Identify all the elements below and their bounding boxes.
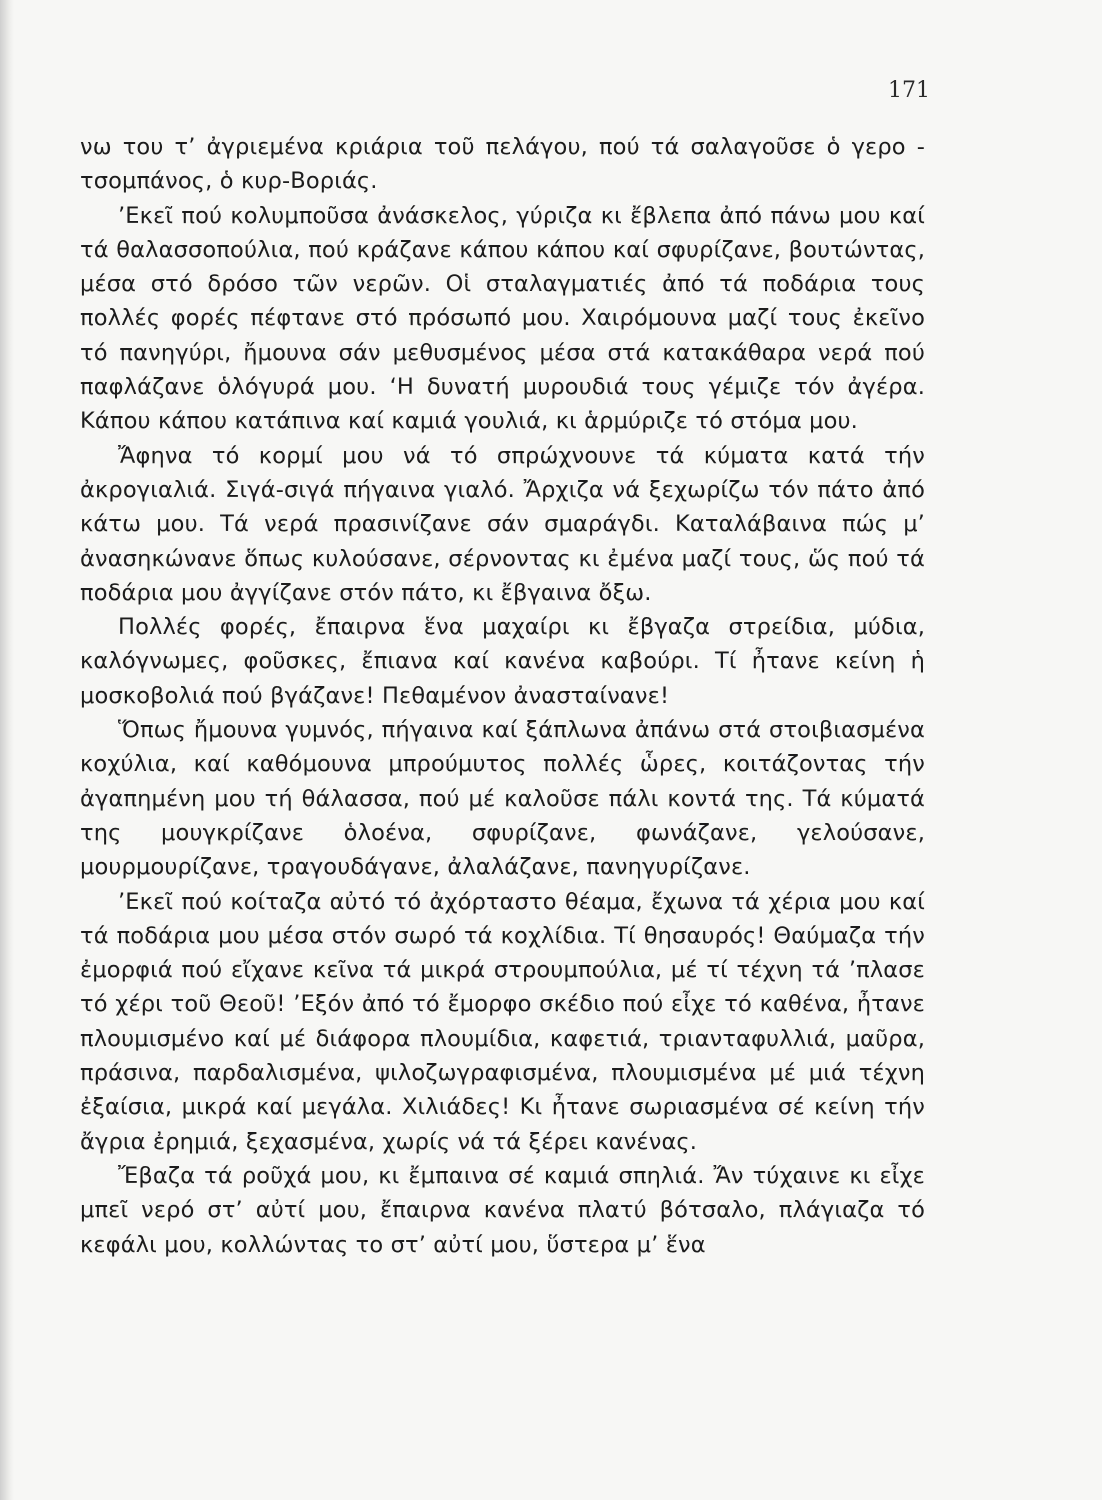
paragraph: Ὅπως ἤμουνα γυμνός, πήγαινα καί ξάπλωνα ἀπάνω στά στοιβιασμένα κοχύλια, καί καθόμουνα μπρούμυτος πολλές ὧρες, κοιτάζοντας τήν ἀγαπημένη μου τή θάλασσα, πού μέ καλοῦσε πάλι κοντά της. Τά κύματά της μουγκρίζανε ὁλοένα, σφυρίζανε, φωνάζανε, γελούσανε, μουρμουρίζανε, τραγουδάγανε, ἀλαλάζανε, πανηγυρίζανε. xyxy=(80,717,925,881)
paragraph: Πολλές φορές, ἔπαιρνα ἕνα μαχαίρι κι ἔβγαζα στρείδια, μύδια, καλόγνωμες, φοῦσκες, ἔπιανα καί κανένα καβούρι. Τί ἦτανε κείνη ἡ μοσκοβολιά πού βγάζανε! Πεθαμένον ἀνασταίνανε! xyxy=(80,614,925,709)
paragraph-continuation: νω του τ’ ἀγριεμένα κριάρια τοῦ πελάγου, πού τά σαλαγοῦσε ὁ γερο - τσομπάνος, ὁ κυρ-Βοριάς. xyxy=(80,134,925,195)
paragraph: Ἔβαζα τά ροῦχά μου, κι ἔμπαινα σέ καμιά σπηλιά. Ἄν τύχαινε κι εἶχε μπεῖ νερό στ’ αὐτί μου, ἔπαιρνα κανένα πλατύ βότσαλο, πλάγιαζα τό κεφάλι μου, κολλώντας το στ’ αὐτί μου, ὕστερα μ’ ἕνα xyxy=(80,1162,925,1258)
paragraph: ’Εκεῖ πού κοίταζα αὐτό τό ἀχόρταστο θέαμα, ἔχωνα τά χέρια μου καί τά ποδάρια μου μέσα στόν σωρό τά κοχλίδια. Τί θησαυρός! Θαύμαζα τήν ἐμορφιά πού εἴχανε κεῖνα τά μικρά στρουμπούλια, μέ τί τέχνη τά ’πλασε τό χέρι τοῦ Θεοῦ! ’Εξόν ἀπό τό ἔμορφο σκέδιο πού εἶχε τό καθένα, ἦτανε πλουμισμένο καί μέ διάφορα πλουμίδια, καφετιά, τριανταφυλλιά, μαῦρα, πράσινα, παρδαλισμένα, ψιλοζωγραφισμένα, πλουμισμένα μέ μιά τέχνη ἐξαίσια, μικρά καί μεγάλα. Χιλιάδες! Κι ἦτανε σωριασμένα σέ κείνη τήν ἄγρια ἐρημιά, ξεχασμένα, χωρίς νά τά ξέρει κανένας. xyxy=(80,888,925,1155)
paragraph: Ἄφηνα τό κορμί μου νά τό σπρώχνουνε τά κύματα κατά τήν ἀκρογιαλιά. Σιγά-σιγά πήγαινα γιαλό. Ἄρχιζα νά ξεχωρίζω τόν πάτο ἀπό κάτω μου. Τά νερά πρασινίζανε σάν σμαράγδι. Καταλάβαινα πώς μ’ ἀνασηκώνανε ὅπως κυλούσανε, σέρνοντας κι ἐμένα μαζί τους, ὥς πού τά ποδάρια μου ἀγγίζανε στόν πάτο, κι ἔβγαινα ὄξω. xyxy=(80,442,925,606)
page-number: 171 xyxy=(888,78,930,103)
page-gutter-shadow xyxy=(0,0,14,1500)
paragraph: ’Εκεῖ πού κολυμποῦσα ἀνάσκελος, γύριζα κι ἔβλεπα ἀπό πάνω μου καί τά θαλασσοπούλια, πού κράζανε κάπου κάπου καί σφυρίζανε, βουτώντας, μέσα στό δρόσο τῶν νερῶν. Οἱ σταλαγματιές ἀπό τά ποδάρια τους πολλές φορές πέφτανε στό πρόσωπό μου. Χαιρόμουνα μαζί τους ἐκεῖνο τό πανηγύρι, ἤμουνα σάν μεθυσμένος μέσα στά κατακάθαρα νερά πού παφλάζανε ὁλόγυρά μου. ‘Η δυνατή μυρουδιά τους γέμιζε τόν ἀγέρα. Κάπου κάπου κατάπινα καί καμιά γουλιά, κι ἁρμύριζε τό στόμα μου. xyxy=(80,202,925,435)
body-text xyxy=(80,130,925,1262)
